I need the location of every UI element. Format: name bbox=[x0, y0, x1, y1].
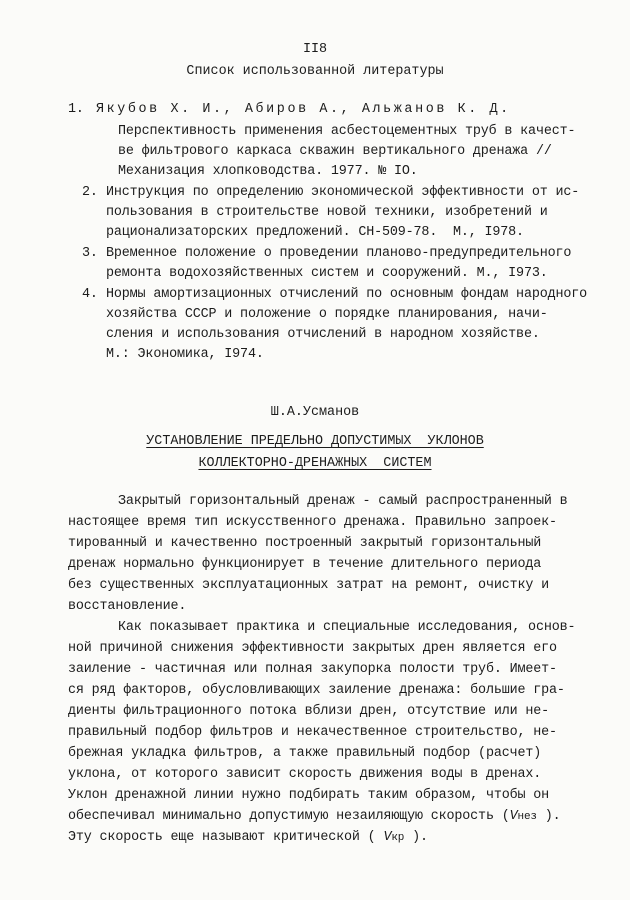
reference-2-line: пользования в строительстве новой техники, изобретений и bbox=[106, 205, 548, 220]
reference-1-authors: Якубов Х. И., Абиров А., Альжанов К. Д. bbox=[96, 102, 511, 117]
reference-3-line: ремонта водохозяйственных систем и сооружений. М., I973. bbox=[106, 266, 548, 281]
reference-2-line: Инструкция по определению экономической эффективности от ис- bbox=[106, 185, 580, 200]
reference-4-line: М.: Экономика, I974. bbox=[106, 347, 264, 362]
paragraph2-line: ся ряд факторов, обусловливающих заиление дренажа: большие гра- bbox=[68, 683, 565, 698]
reference-4-line: хозяйства СССР и положение о порядке планирования, начи- bbox=[106, 307, 548, 322]
paragraph2-line: Как показывает практика и специальные исследования, основ- bbox=[118, 620, 576, 635]
reference-1-line: Перспективность применения асбестоцементных труб в качест- bbox=[118, 124, 576, 139]
paragraph1-line: тированный и качественно построенный закрытый горизонтальный bbox=[68, 536, 542, 551]
reference-2-number: 2. bbox=[82, 185, 98, 200]
paragraph1-line: настоящее время тип искусственного дренажа. Правильно запроек- bbox=[68, 515, 557, 530]
reference-1-line: Механизация хлопководства. 1977. № IO. bbox=[118, 164, 418, 179]
paragraph2-line: ной причиной снижения эффективности закрытых дрен является его bbox=[68, 641, 557, 656]
article-author: Ш.А.Усманов bbox=[270, 405, 360, 420]
page-number: II8 bbox=[302, 42, 328, 57]
article-title-line1: УСТАНОВЛЕНИЕ ПРЕДЕЛЬНО ДОПУСТИМЫХ УКЛОНОВ bbox=[146, 434, 484, 449]
v-symbol: V bbox=[509, 809, 518, 824]
paragraph2-line: диенты фильтрационного потока вблизи дрен, отсутствие или не- bbox=[68, 704, 550, 719]
paragraph1-line: без существенных эксплуатационных затрат на ремонт, очистку и bbox=[68, 578, 550, 593]
paragraph1-line: восстановление. bbox=[68, 599, 187, 614]
paragraph2-line: Уклон дренажной линии нужно подбирать таким образом, чтобы он bbox=[68, 788, 550, 803]
reference-4-line: сления и использования отчислений в народном хозяйстве. bbox=[106, 327, 540, 342]
references-title: Список использованной литературы bbox=[186, 64, 444, 79]
reference-1-number: 1. bbox=[68, 102, 84, 117]
paragraph2-last-line: Эту скорость еще называют критической ( Vкр ). bbox=[68, 830, 428, 845]
paragraph2-line-vnez: обеспечивал минимально допустимую незаиляющую скорость (Vнез ). bbox=[68, 809, 561, 824]
paragraph2-line: заиление - частичная или полная закупорка полости труб. Имеет- bbox=[68, 662, 557, 677]
reference-3-number: 3. bbox=[82, 246, 98, 261]
v-subscript: кр bbox=[391, 832, 405, 844]
paragraph2-line: уклона, от которого зависит скорость движения воды в дренах. bbox=[68, 767, 542, 782]
paragraph2-line: правильный подбор фильтров и некачественное строительство, не- bbox=[68, 725, 557, 740]
reference-4-number: 4. bbox=[82, 287, 98, 302]
reference-4-line: Нормы амортизационных отчислений по основным фондам народного bbox=[106, 287, 588, 302]
reference-3-line: Временное положение о проведении планово-предупредительного bbox=[106, 246, 572, 261]
v-subscript: нез bbox=[517, 811, 537, 823]
v-symbol: V bbox=[383, 830, 392, 845]
paragraph1-line: Закрытый горизонтальный дренаж - самый распространенный в bbox=[118, 494, 568, 509]
paragraph1-line: дренаж нормально функционирует в течение длительного периода bbox=[68, 557, 542, 572]
reference-1-line: ве фильтрового каркаса скважин вертикального дренажа // bbox=[118, 144, 552, 159]
article-title-line2: КОЛЛЕКТОРНО-ДРЕНАЖНЫХ СИСТЕМ bbox=[198, 456, 432, 471]
paragraph2-line: брежная укладка фильтров, а также правильный подбор (расчет) bbox=[68, 746, 542, 761]
reference-2-line: рационализаторских предложений. СН-509-78. М., I978. bbox=[106, 225, 524, 240]
